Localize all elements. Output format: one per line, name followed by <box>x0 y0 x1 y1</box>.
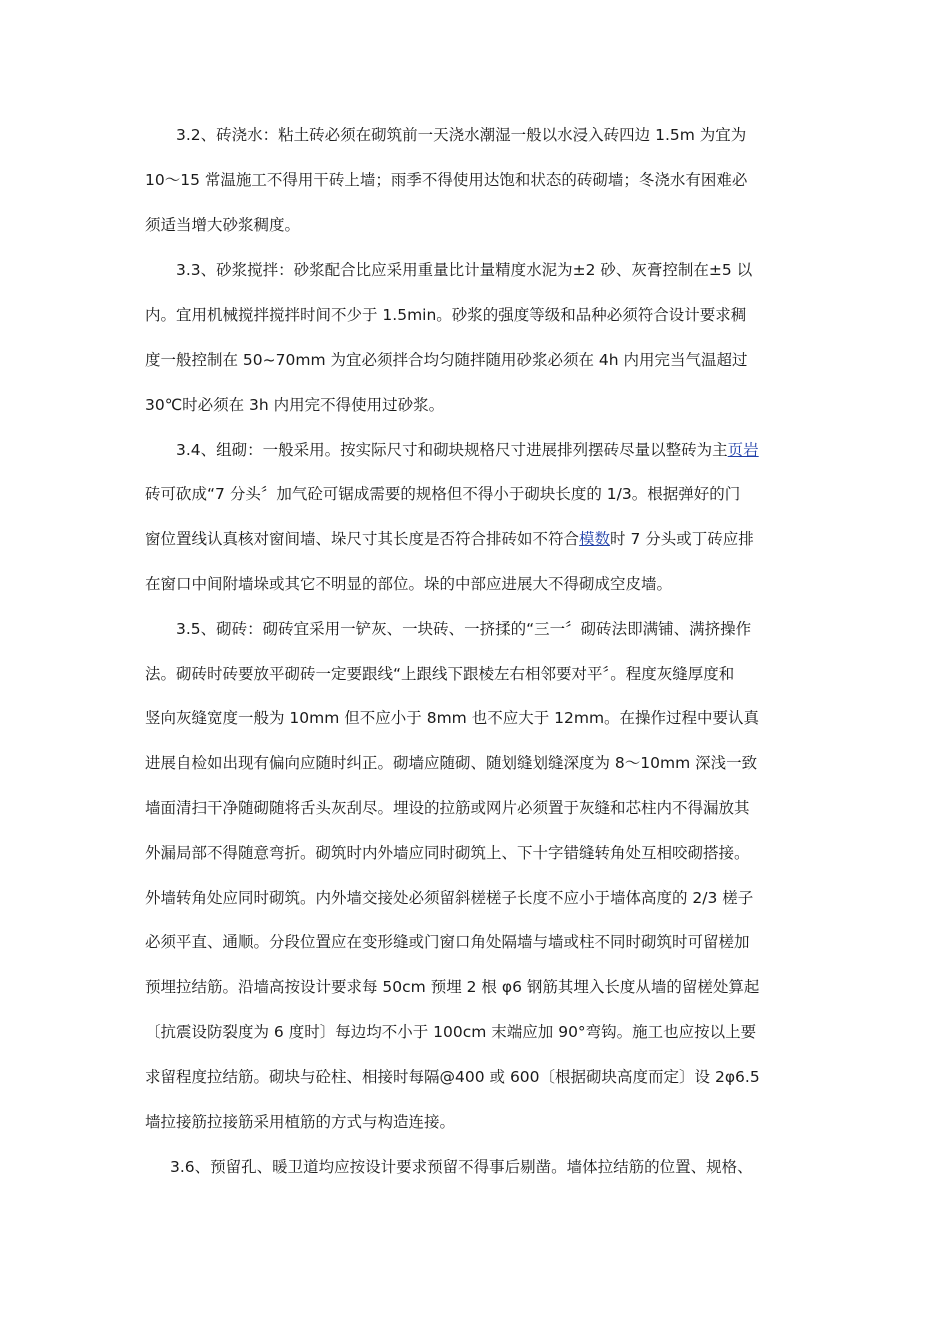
paragraph-3-4-line-3 <box>145 524 754 554</box>
paragraph-3-5-line-11: 求留程度拉结筋。砌块与砼柱、相接时每隔@400 或 600〔根据砌块高度而定〕设 2φ6.5 <box>145 1068 760 1086</box>
paragraph-3-2-line-3: 须适当增大砂浆稠度。 <box>145 216 301 234</box>
paragraph-3-5-line-5: 墙面清扫干净随砌随将舌头灰刮尽。埋设的拉筋或网片必须置于灰缝和芯柱内不得漏放其 <box>145 799 750 817</box>
paragraph-3-4-line-4: 在窗口中间附墙垛或其它不明显的部位。垛的中部应进展大不得砌成空皮墙。 <box>145 575 673 593</box>
paragraph-3-3-line-1: 3.3、砂浆搅拌：砂浆配合比应采用重量比计量精度水泥为±2 砂、灰膏控制在±5 以 <box>176 261 753 279</box>
paragraph-3-2-line-1: 3.2、砖浇水：粘土砖必须在砌筑前一天浇水潮湿一般以水浸入砖四边 1.5m 为宜为 <box>176 126 747 144</box>
paragraph-3-3-line-4: 30℃时必须在 3h 内用完不得使用过砂浆。 <box>145 396 445 414</box>
paragraph-3-5-line-3: 竖向灰缝宽度一般为 10mm 但不应小于 8mm 也不应大于 12mm。在操作过程中要认真 <box>145 709 760 727</box>
paragraph-3-5-line-9: 预埋拉结筋。沿墙高按设计要求每 50cm 预埋 2 根 φ6 钢筋其埋入长度从墙的留槎处算起 <box>145 978 760 996</box>
paragraph-3-4-line-3-post: 时 7 分头或丁砖应排 <box>610 530 754 548</box>
paragraph-3-3-line-2: 内。宜用机械搅拌搅拌时间不少于 1.5min。砂浆的强度等级和品种必须符合设计要求稠 <box>145 306 747 324</box>
link-shale[interactable]: 页岩 <box>727 441 759 459</box>
paragraph-3-4-line-2: 砖可砍成“7 分头〞加气砼可锯成需要的规格但不得小于砌块长度的 1/3。根据弹好的门 <box>145 485 741 503</box>
paragraph-3-5-line-12: 墙拉接筋拉接筋采用植筋的方式与构造连接。 <box>145 1113 456 1131</box>
paragraph-3-4-line-1-text: 3.4、组砌：一般采用。按实际尺寸和砌块规格尺寸进展排列摆砖尽量以整砖为主 <box>176 441 728 459</box>
paragraph-3-5-line-6: 外漏局部不得随意弯折。砌筑时内外墙应同时砌筑上、下十字错缝转角处互相咬砌搭接。 <box>145 844 750 862</box>
paragraph-3-4-line-1 <box>176 435 759 465</box>
link-modulus[interactable]: 模数 <box>579 530 611 548</box>
paragraph-3-5-line-7: 外墙转角处应同时砌筑。内外墙交接处必须留斜槎槎子长度不应小于墙体高度的 2/3 槎子 <box>145 889 754 907</box>
paragraph-3-3-line-3: 度一般控制在 50~70mm 为宜必须拌合均匀随拌随用砂浆必须在 4h 内用完当气温超过 <box>145 351 748 369</box>
paragraph-3-2-line-2: 10～15 常温施工不得用干砖上墙；雨季不得使用达饱和状态的砖砌墙；冬浇水有困难必 <box>145 171 748 189</box>
paragraph-3-6-line-1: 3.6、预留孔、暖卫道均应按设计要求预留不得事后剔凿。墙体拉结筋的位置、规格、 <box>170 1158 753 1176</box>
paragraph-3-5-line-4: 进展自检如出现有偏向应随时纠正。砌墙应随砌、随划缝划缝深度为 8～10mm 深浅一致 <box>145 754 758 772</box>
paragraph-3-5-line-10: 〔抗震设防裂度为 6 度时〕每边均不小于 100cm 末端应加 90°弯钩。施工也应按以上要 <box>145 1023 757 1041</box>
paragraph-3-5-line-1: 3.5、砌砖：砌砖宜采用一铲灰、一块砖、一挤揉的“三一〞砌砖法即满铺、满挤操作 <box>176 620 752 638</box>
paragraph-3-4-line-3-pre: 窗位置线认真核对窗间墙、垛尺寸其长度是否符合排砖如不符合 <box>145 530 580 548</box>
paragraph-3-5-line-8: 必须平直、通顺。分段位置应在变形缝或门窗口角处隔墙与墙或柱不同时砌筑时可留槎加 <box>145 933 750 951</box>
paragraph-3-5-line-2: 法。砌砖时砖要放平砌砖一定要跟线“上跟线下跟棱左右相邻要对平〞。程度灰缝厚度和 <box>145 665 735 683</box>
